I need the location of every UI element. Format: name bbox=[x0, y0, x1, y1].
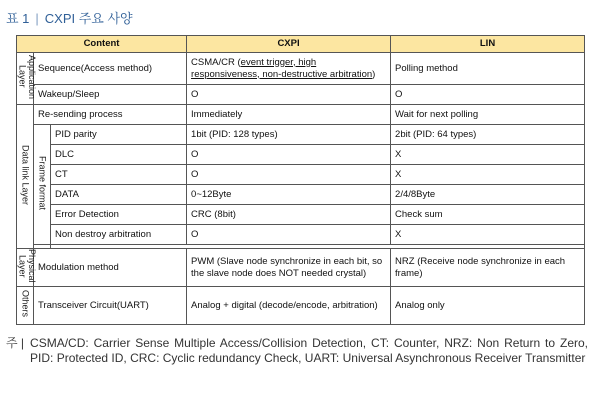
group-data-link-layer bbox=[17, 105, 34, 249]
cxpi-cell: O bbox=[187, 165, 391, 185]
lin-cell: Analog only bbox=[391, 287, 585, 325]
caption-title: CXPI 주요 사양 bbox=[44, 11, 133, 26]
row-label: Re-sending process bbox=[34, 105, 187, 125]
table-row bbox=[17, 165, 585, 185]
header-lin: LIN bbox=[391, 36, 585, 53]
table-row bbox=[17, 105, 585, 125]
row-label: CT bbox=[51, 165, 187, 185]
group-label: Application Layer bbox=[17, 54, 37, 99]
row-label: Wakeup/Sleep bbox=[34, 85, 187, 105]
lin-cell: NRZ (Receive node synchronize in each frame) bbox=[391, 249, 585, 287]
row-label: DATA bbox=[51, 185, 187, 205]
row-label: PID parity bbox=[51, 125, 187, 145]
cxpi-cell: Immediately bbox=[187, 105, 391, 125]
cxpi-cell: PWM (Slave node synchronize in each bit, so the slave node does NOT needed crystal) bbox=[187, 249, 391, 287]
row-label: Modulation method bbox=[34, 249, 187, 287]
cxpi-cell bbox=[187, 53, 391, 85]
lin-cell: Polling method bbox=[391, 53, 585, 85]
cxpi-cell: 1bit (PID: 128 types) bbox=[187, 125, 391, 145]
header-content: Content bbox=[17, 36, 187, 53]
table-row bbox=[17, 205, 585, 225]
table-row bbox=[17, 85, 585, 105]
caption-label: 표 1 bbox=[6, 11, 30, 26]
cxpi-cell: O bbox=[187, 145, 391, 165]
cxpi-cell: O bbox=[187, 225, 391, 245]
cxpi-text-suffix: ) bbox=[372, 68, 376, 80]
subgroup-label: Frame format bbox=[37, 155, 48, 210]
group-application-layer bbox=[17, 53, 37, 105]
lin-cell: X bbox=[391, 225, 585, 245]
table-row bbox=[17, 249, 585, 287]
caption-separator: | bbox=[35, 11, 39, 26]
lin-cell: Wait for next polling bbox=[391, 105, 585, 125]
lin-cell: 2bit (PID: 64 types) bbox=[391, 125, 585, 145]
row-label: DLC bbox=[51, 145, 187, 165]
cxpi-cell: O bbox=[187, 85, 391, 105]
cxpi-cell: 0~12Byte bbox=[187, 185, 391, 205]
lin-cell: O bbox=[391, 85, 585, 105]
footnote-text: CSMA/CD: Carrier Sense Multiple Access/Collision Detection, CT: Counter, NRZ: Non Return to Zero, PID: Protected ID, CRC: Cyclic redundancy Check, UART: Universal Asynchronous Receiver Transmitter bbox=[30, 336, 588, 365]
cxpi-underlined-text: event trigger, high responsiveness, non-destructive arbitration bbox=[191, 56, 373, 80]
row-label: Transceiver Circuit(UART) bbox=[34, 287, 187, 325]
table-row bbox=[17, 185, 585, 205]
table-row bbox=[17, 53, 585, 85]
group-label: Physical Layer bbox=[17, 249, 37, 283]
row-label: Error Detection bbox=[51, 205, 187, 225]
group-others bbox=[17, 287, 34, 325]
table-row bbox=[17, 125, 585, 145]
lin-cell: Check sum bbox=[391, 205, 585, 225]
lin-cell: 2/4/8Byte bbox=[391, 185, 585, 205]
row-label: Non destroy arbitration bbox=[51, 225, 187, 245]
footnote bbox=[6, 336, 588, 366]
cxpi-text-prefix: CSMA/CR ( bbox=[191, 56, 241, 68]
group-physical-layer bbox=[17, 249, 37, 287]
lin-cell: X bbox=[391, 145, 585, 165]
cxpi-cell: Analog + digital (decode/encode, arbitration) bbox=[187, 287, 391, 325]
spec-table bbox=[16, 35, 585, 325]
header-row bbox=[17, 36, 585, 53]
table-row bbox=[17, 287, 585, 325]
group-label: Others bbox=[20, 290, 31, 318]
group-label: Data link Layer bbox=[20, 144, 31, 205]
table-row bbox=[17, 145, 585, 165]
cxpi-cell: CRC (8bit) bbox=[187, 205, 391, 225]
header-cxpi: CXPI bbox=[187, 36, 391, 53]
footnote-mark: 주 | bbox=[6, 336, 25, 350]
row-label: Sequence(Access method) bbox=[34, 53, 187, 85]
table-caption bbox=[6, 8, 133, 27]
lin-cell: X bbox=[391, 165, 585, 185]
table-row bbox=[17, 225, 585, 245]
subgroup-frame-format bbox=[34, 125, 51, 245]
